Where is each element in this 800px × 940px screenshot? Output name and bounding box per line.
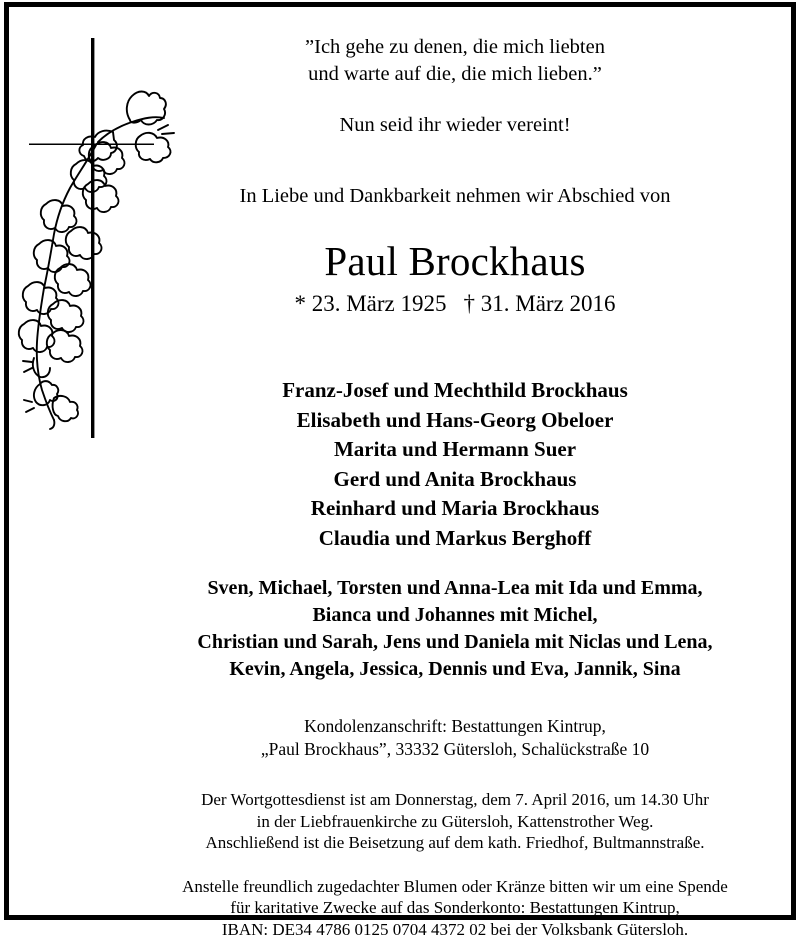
- verse-quote: [135, 34, 775, 88]
- verse-line: und warte auf die, die mich lieben.”: [135, 61, 775, 88]
- service-details: [135, 789, 775, 854]
- family-name-line: Gerd und Anita Brockhaus: [135, 465, 775, 495]
- farewell-line: [135, 183, 775, 210]
- grandchildren-line: Sven, Michael, Torsten und Anna-Lea mit Ida und Emma,: [135, 575, 775, 602]
- family-name-line: Elisabeth und Hans-Georg Obeloer: [135, 406, 775, 436]
- farewell-text: In Liebe und Dankbarkeit nehmen wir Abschied von: [135, 183, 775, 210]
- donation-line: Anstelle freundlich zugedachter Blumen oder Kränze bitten wir um eine Spende: [135, 876, 775, 898]
- reunited-text: Nun seid ihr wieder vereint!: [135, 112, 775, 139]
- family-names: [135, 376, 775, 553]
- family-name-line: Marita und Hermann Suer: [135, 435, 775, 465]
- grandchildren-line: Kevin, Angela, Jessica, Dennis und Eva, Jannik, Sina: [135, 656, 775, 683]
- service-line: Der Wortgottesdienst ist am Donnerstag, dem 7. April 2016, um 14.30 Uhr: [135, 789, 775, 811]
- condolence-line: „Paul Brockhaus”, 33332 Gütersloh, Schalückstraße 10: [135, 738, 775, 761]
- condolence-line: Kondolenzanschrift: Bestattungen Kintrup,: [135, 715, 775, 738]
- grandchildren-line: Christian und Sarah, Jens und Daniela mit Niclas und Lena,: [135, 629, 775, 656]
- service-line: Anschließend ist die Beisetzung auf dem kath. Friedhof, Bultmannstraße.: [135, 832, 775, 854]
- family-name-line: Claudia und Markus Berghoff: [135, 524, 775, 554]
- service-line: in der Liebfrauenkirche zu Gütersloh, Kattenstrother Weg.: [135, 811, 775, 833]
- notice-text-column: [135, 0, 775, 918]
- donation-line: IBAN: DE34 4786 0125 0704 4372 02 bei der Volksbank Gütersloh.: [135, 919, 775, 940]
- verse-line: ”Ich gehe zu denen, die mich liebten: [135, 34, 775, 61]
- family-name-line: Franz-Josef und Mechthild Brockhaus: [135, 376, 775, 406]
- donation-line: für karitative Zwecke auf das Sonderkonto: Bestattungen Kintrup,: [135, 897, 775, 919]
- reunited-line: [135, 112, 775, 139]
- condolence-address: [135, 715, 775, 761]
- grandchildren-names: [135, 575, 775, 683]
- donation-request: [135, 876, 775, 940]
- deceased-name-text: Paul Brockhaus: [135, 238, 775, 285]
- death-date: † 31. März 2016: [464, 291, 616, 316]
- family-name-line: Reinhard und Maria Brockhaus: [135, 494, 775, 524]
- deceased-name: [135, 238, 775, 285]
- grandchildren-line: Bianca und Johannes mit Michel,: [135, 602, 775, 629]
- birth-date: * 23. März 1925: [294, 291, 446, 316]
- life-dates: [135, 289, 775, 318]
